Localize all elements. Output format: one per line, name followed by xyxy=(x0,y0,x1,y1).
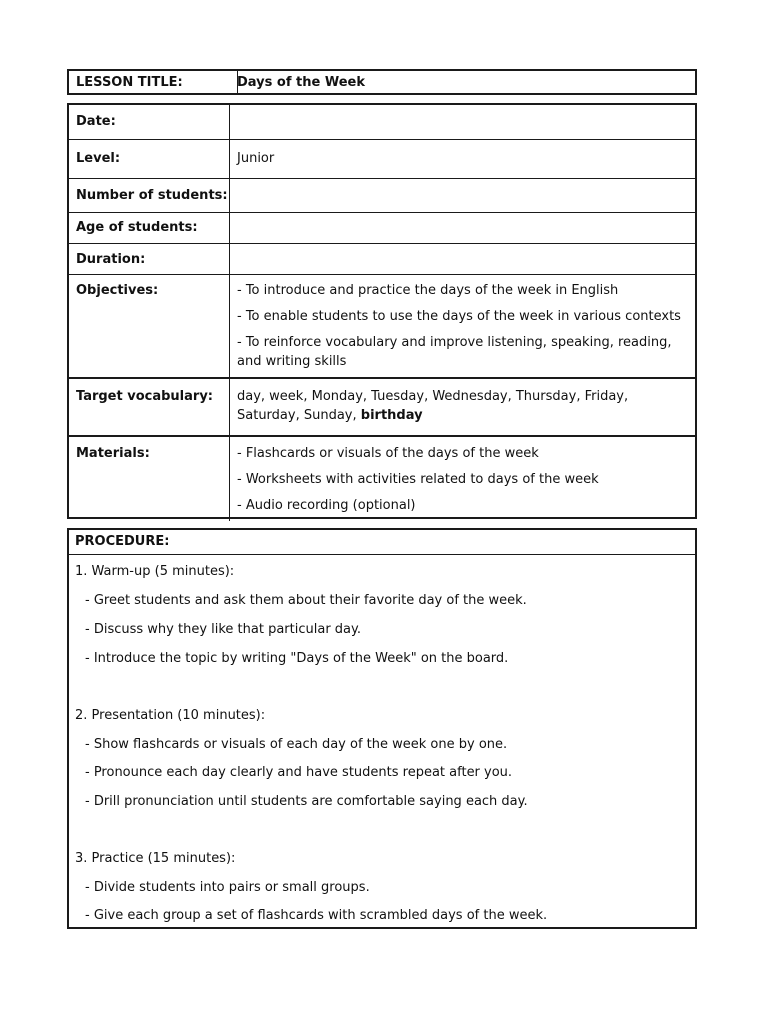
step-item: - Pronounce each day clearly and have students repeat after you. xyxy=(85,765,513,780)
students-value-cell xyxy=(231,179,695,212)
vocabulary-value xyxy=(237,387,691,425)
lesson-title-box xyxy=(67,69,697,95)
material-item: - Audio recording (optional) xyxy=(237,498,416,513)
date-value-cell xyxy=(231,105,695,139)
materials-value-cell xyxy=(231,437,695,521)
vocabulary-row xyxy=(69,379,695,437)
step-item: - Introduce the topic by writing "Days of the Week" on the board. xyxy=(85,651,509,666)
lesson-title-value: Days of the Week xyxy=(237,75,365,90)
vocabulary-bold-word: birthday xyxy=(360,408,423,423)
age-value-cell xyxy=(231,213,695,243)
objectives-value-cell xyxy=(231,275,695,377)
duration-row xyxy=(69,244,695,275)
step-item: - Show flashcards or visuals of each day of the week one by one. xyxy=(85,737,508,752)
objectives-row xyxy=(69,275,695,379)
materials-row xyxy=(69,437,695,521)
step-title: 2. Presentation (10 minutes): xyxy=(75,708,266,723)
objective-item: - To reinforce vocabulary and improve listening, speaking, reading, and writing skills xyxy=(237,335,672,369)
age-row xyxy=(69,213,695,244)
date-label: Date: xyxy=(76,114,116,129)
objective-item: - To enable students to use the days of the week in various contexts xyxy=(237,309,681,324)
step-item: - Discuss why they like that particular day. xyxy=(85,622,361,637)
date-row xyxy=(69,105,695,140)
vocabulary-words: day, week, Monday, Tuesday, Wednesday, Thursday, Friday, Saturday, Sunday, xyxy=(237,389,629,423)
level-value-cell xyxy=(231,140,695,178)
step-title: 3. Practice (15 minutes): xyxy=(75,851,236,866)
level-row xyxy=(69,140,695,179)
step-item: - Drill pronunciation until students are comfortable saying each day. xyxy=(85,794,528,809)
level-label: Level: xyxy=(76,151,121,166)
procedure-heading: PROCEDURE: xyxy=(69,530,695,555)
step-item: - Greet students and ask them about their favorite day of the week. xyxy=(85,593,527,608)
step-item: - Divide students into pairs or small groups. xyxy=(85,880,370,895)
objective-item: - To introduce and practice the days of the week in English xyxy=(237,283,619,298)
step-item: - Give each group a set of flashcards with scrambled days of the week. xyxy=(85,908,548,923)
students-row xyxy=(69,179,695,213)
duration-value-cell xyxy=(231,244,695,274)
objectives-label: Objectives: xyxy=(76,283,159,298)
material-item: - Flashcards or visuals of the days of the week xyxy=(237,446,539,461)
materials-label: Materials: xyxy=(76,446,150,461)
vocabulary-value-cell xyxy=(231,379,695,435)
students-label: Number of students: xyxy=(76,188,228,203)
duration-label: Duration: xyxy=(76,252,146,267)
vocabulary-label: Target vocabulary: xyxy=(76,389,213,404)
lesson-info-table xyxy=(67,103,697,519)
age-label: Age of students: xyxy=(76,220,198,235)
step-title: 1. Warm-up (5 minutes): xyxy=(75,564,235,579)
material-item: - Worksheets with activities related to days of the week xyxy=(237,472,599,487)
level-value: Junior xyxy=(237,151,275,166)
procedure-section xyxy=(67,528,697,929)
lesson-title-label: LESSON TITLE: xyxy=(69,71,238,93)
